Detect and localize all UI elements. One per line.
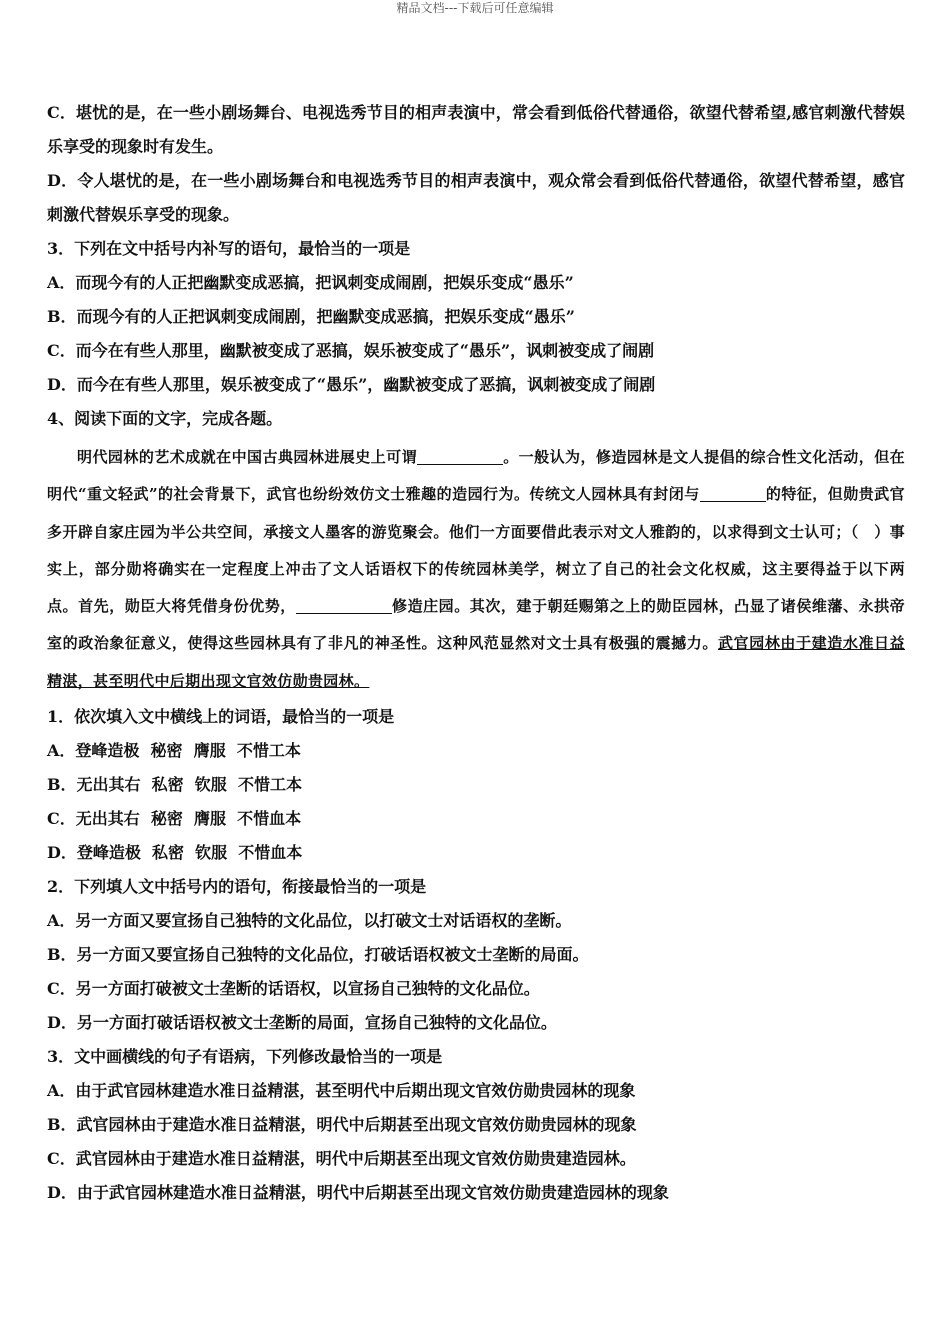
- option-b: B．另一方面又要宣扬自己独特的文化品位，打破话语权被文士垄断的局面。: [47, 945, 589, 965]
- option-d: D．登峰造极 私密 钦服 不惜血本: [47, 843, 303, 863]
- option-a: A．而现今有的人正把幽默变成恶搞，把讽刺变成闹剧，把娱乐变成“愚乐”: [47, 273, 574, 292]
- fill-blank: [296, 598, 392, 614]
- option-c: C．无出其右 秘密 膺服 不惜血本: [47, 809, 302, 829]
- passage-text: 修造庄园。其次，建于朝廷赐第之上的勋臣园林，凸显了诸侯维藩、永拱帝室的政治象征意义，使得这些园林具有了非凡的神圣性。这种风范显然对文士具有极强的震撼力。: [47, 597, 905, 653]
- question-stem: 1．依次填入文中横线上的词语，最恰当的一项是: [47, 707, 395, 727]
- question-stem: 3．下列在文中括号内补写的语句，最恰当的一项是: [47, 239, 411, 258]
- option-b: B．无出其右 私密 钦服 不惜工本: [47, 775, 302, 795]
- question-stem: 2．下列填人文中括号内的语句，衔接最恰当的一项是: [47, 877, 427, 897]
- option-b: B．武官园林由于建造水准日益精湛，明代中后期甚至出现文官效仿勋贵园林的现象: [47, 1115, 637, 1135]
- option-c: C．堪忧的是，在一些小剧场舞台、电视选秀节目的相声表演中，常会看到低俗代替通俗，欲望代替希望,感官刺激代替娱乐享受的现象时有发生。: [47, 103, 905, 156]
- option-d: D．另一方面打破话语权被文士垄断的局面，宣扬自己独特的文化品位。: [47, 1013, 557, 1033]
- passage-text: 明代园林的艺术成就在中国古典园林进展史上可谓: [77, 448, 418, 466]
- document-body: [47, 96, 905, 1210]
- option-d: D．令人堪忧的是，在一些小剧场舞台和电视选秀节目的相声表演中，观众常会看到低俗代替通俗，欲望代替希望，感官刺激代替娱乐享受的现象。: [47, 171, 905, 224]
- passage-text: 。一般认为，修造园林是文人提倡的综合性文化活动，但在明代“重文轻武”的社会背景下，武官也纷纷效仿文士雅趣的造园行为。传统文人园林具有封闭与: [47, 448, 906, 504]
- option-d: D．由于武官园林建造水准日益精湛，明代中后期甚至出现文官效仿勋贵建造园林的现象: [47, 1183, 669, 1203]
- fill-blank: [417, 449, 503, 465]
- reading-passage: [47, 439, 905, 700]
- option-c: C．另一方面打破被文士垄断的话语权，以宣扬自己独特的文化品位。: [47, 979, 540, 999]
- option-a: A．登峰造极 秘密 膺服 不惜工本: [47, 741, 301, 761]
- question-stem: 3．文中画横线的句子有语病，下列修改最恰当的一项是: [47, 1047, 443, 1067]
- passage-text: 的特征，但勋贵武官多开辟自家庄园为半公共空间，承接文人墨客的游览聚会。他们一方面要借此表示对文人雅韵的，以求得到文士认可；（ ）事实上，部分勋将确实在一定程度上冲击了文人话语权下的传统园林美学，树立了自己的社会文化权威，这主要得益于以下两点。首先，勋臣大将凭借身份优势，: [47, 485, 906, 616]
- option-b: B．而现今有的人正把讽刺变成闹剧，把幽默变成恶搞，把娱乐变成“愚乐”: [47, 307, 575, 326]
- option-c: C．武官园林由于建造水准日益精湛，明代中后期甚至出现文官效仿勋贵建造园林。: [47, 1149, 636, 1169]
- section-title: 4、阅读下面的文字，完成各题。: [47, 409, 283, 428]
- page-header: 精品文档---下载后可任意编辑: [396, 1, 554, 15]
- option-c: C．而今在有些人那里，幽默被变成了恶搞，娱乐被变成了“愚乐”，讽刺被变成了闹剧: [47, 341, 655, 360]
- option-d: D．而今在有些人那里，娱乐被变成了“愚乐”，幽默被变成了恶搞，讽刺被变成了闹剧: [47, 375, 656, 394]
- fill-blank: [700, 486, 766, 502]
- underlined-sentence: 武官园林由于建造水准日益精湛，甚至明代中后期出现文官效仿勋贵园林。: [47, 634, 905, 690]
- option-a: A．由于武官园林建造水准日益精湛，甚至明代中后期出现文官效仿勋贵园林的现象: [47, 1081, 636, 1101]
- option-a: A．另一方面又要宣扬自己独特的文化品位，以打破文士对话语权的垄断。: [47, 911, 572, 931]
